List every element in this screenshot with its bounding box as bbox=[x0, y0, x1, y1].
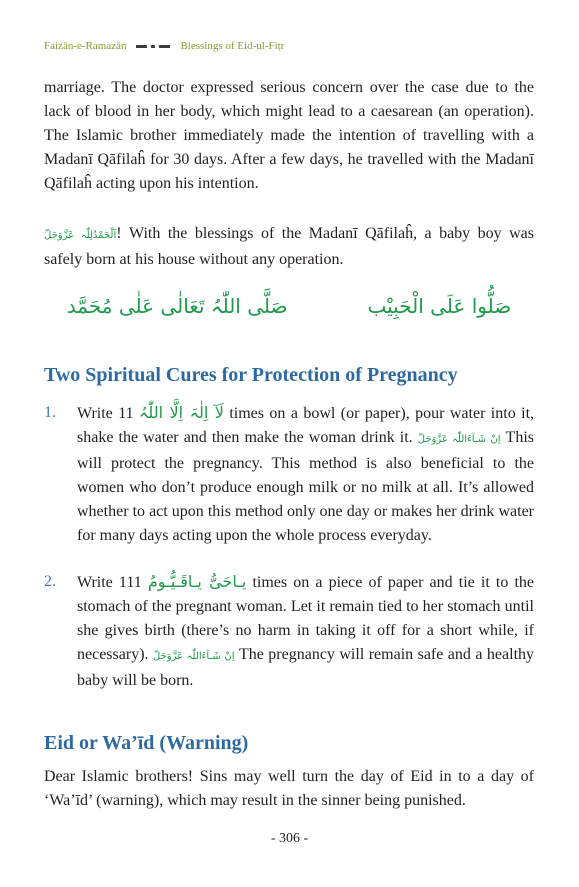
list-number: 1. bbox=[44, 404, 56, 421]
section-heading: Eid or Wa’īd (Warning) bbox=[44, 732, 249, 754]
page-number: - 306 - bbox=[270, 831, 309, 846]
arabic-phrase: اَلْحَمْدُلِلّٰہ عَزَّوَجَلّ bbox=[44, 230, 117, 241]
list-item-text: Write یـاحَیُّ یـاقَـیُّـومُ 111 times on a piece of paper and tie it to the stomach of the pregnant woman. Let it remain tied to her stomach until she gives birth (there’s no harm in taking it off for a short while, if necessary). اِنْ شَـآءَاللّٰہ عَزَّوَجَلّ The pregnancy will remain safe and a healthy baby will be born. bbox=[77, 572, 535, 689]
section-heading: Two Spiritual Cures for Protection of Pregnancy bbox=[44, 364, 458, 386]
arabic-phrase: اِنْ شَـآءَاللّٰہ عَزَّوَجَلّ bbox=[152, 651, 235, 662]
durood-right: صَلُّوا عَلَی الْحَبِیْب bbox=[367, 294, 512, 318]
chapter-title: Blessings of Eid-ul-Fiṭr bbox=[180, 40, 285, 52]
list-item-text: Write لَآ اِلٰہَ اِلَّا اللّٰہُ 11 times on a bowl (or paper), pour water into it, shake the water and then make the woman drink it. اِنْ شَـآءَاللّٰہ عَزَّوَجَلّ This will protect the pregnancy. This method is also beneficial to the women who don’t produce enough milk or no milk at all. It’s allowed whether to act upon this method only one day or makes her drink water for many days acting upon the whole process everyday. bbox=[77, 403, 535, 544]
arabic-phrase: لَآ اِلٰہَ اِلَّا اللّٰہُ bbox=[139, 403, 224, 422]
page-body bbox=[44, 76, 534, 813]
arabic-phrase: اِنْ شَـآءَاللّٰہ عَزَّوَجَلّ bbox=[417, 434, 501, 445]
list-item bbox=[44, 401, 534, 548]
cures-list bbox=[44, 401, 534, 693]
paragraph-text: ! With the blessings of the Madanī Qāfilaĥ, a baby boy was safely born at his house without any operation. bbox=[44, 225, 534, 268]
list-number: 2. bbox=[44, 573, 56, 590]
book-title: Faizān-e-Ramazān bbox=[44, 40, 127, 52]
paragraph-blessing bbox=[44, 222, 534, 272]
paragraph-continued: marriage. The doctor expressed serious concern over the case due to the lack of blood in her body, which might lead to a caesarean (an operation). The Islamic brother immediately made the intention of travelling with a Madanī Qāfilaĥ for 30 days. After a few days, he travelled with the Madanī Qāfilaĥ acting upon his intention. bbox=[44, 79, 534, 192]
arabic-phrase: یـاحَیُّ یـاقَـیُّـومُ bbox=[147, 572, 247, 591]
durood-line bbox=[44, 294, 534, 318]
paragraph-warning: Dear Islamic brothers! Sins may well turn the day of Eid in to a day of ‘Wa’īd’ (warning), which may result in the sinner being punished. bbox=[44, 768, 534, 809]
durood-left: صَلَّی اللّٰہُ تَعَالٰی عَلٰی مُحَمَّد bbox=[66, 294, 288, 318]
running-header bbox=[44, 40, 535, 52]
list-item bbox=[44, 570, 534, 693]
header-separator bbox=[136, 45, 170, 48]
